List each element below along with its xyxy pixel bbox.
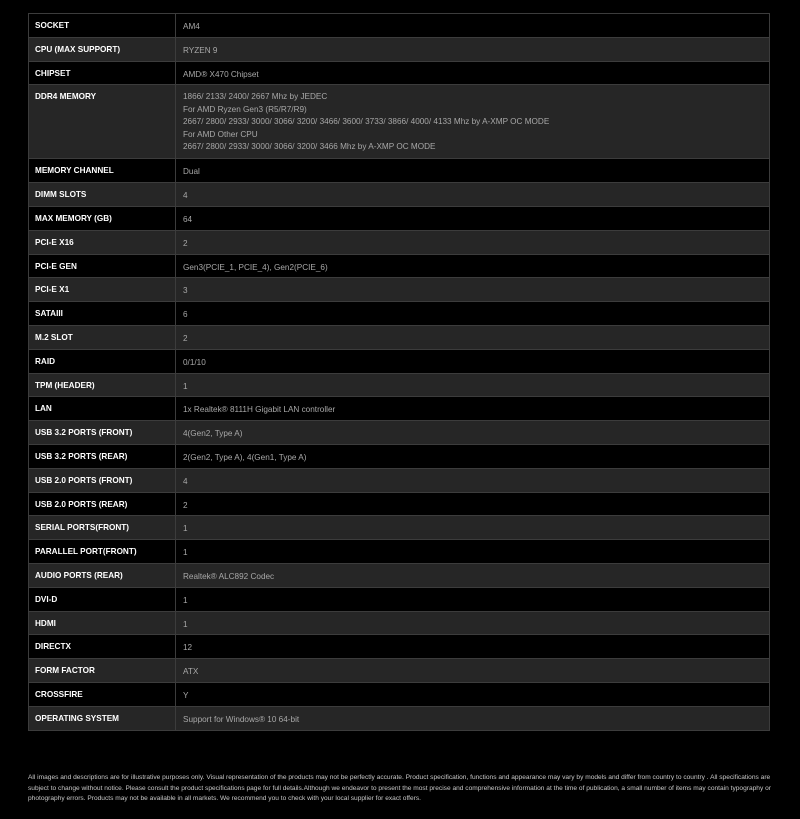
spec-label: DIMM SLOTS <box>29 183 176 206</box>
spec-value-line: Realtek® ALC892 Codec <box>183 571 275 581</box>
spec-value-line: 1 <box>183 595 188 605</box>
spec-label: DDR4 MEMORY <box>29 85 176 158</box>
spec-label: FORM FACTOR <box>29 659 176 682</box>
spec-label: CHIPSET <box>29 62 176 85</box>
disclaimer-text: All images and descriptions are for illustrative purposes only. Visual representation of the products may not be perfectly accurate. Product specification, functions and appearance may vary by models and differ from country to country . All specifications are subject to change without notice. Please consult the product specifications page for full details.Although we endeavor to present the most precise and comprehensive information at the time of publication, a small number of items may contain typography or photography errors. Products may not be available in all markets. We recommend you to check with your local supplier for exact offers. <box>28 774 771 802</box>
spec-label: SERIAL PORTS(FRONT) <box>29 516 176 539</box>
spec-value <box>176 469 769 492</box>
spec-value <box>176 62 769 85</box>
spec-row <box>28 445 770 469</box>
spec-value <box>176 516 769 539</box>
spec-row <box>28 588 770 612</box>
spec-value <box>176 635 769 658</box>
spec-value-line: 2667/ 2800/ 2933/ 3000/ 3066/ 3200/ 3466/ 3600/ 3733/ 3866/ 4000/ 4133 Mhz by A-XMP OC MODE <box>183 117 550 127</box>
spec-value-line: 1x Realtek® 8111H Gigabit LAN controller <box>183 405 336 415</box>
spec-value <box>176 302 769 325</box>
spec-value-line: 2667/ 2800/ 2933/ 3000/ 3066/ 3200/ 3466 Mhz by A-XMP OC MODE <box>183 142 436 152</box>
spec-value <box>176 421 769 444</box>
spec-value <box>176 231 769 254</box>
spec-row <box>28 350 770 374</box>
spec-value-line: 1866/ 2133/ 2400/ 2667 Mhz by JEDEC <box>183 92 328 102</box>
spec-value <box>176 326 769 349</box>
spec-value-line: 1 <box>183 548 188 558</box>
spec-row <box>28 612 770 636</box>
spec-label: M.2 SLOT <box>29 326 176 349</box>
spec-label: SOCKET <box>29 14 176 37</box>
spec-row <box>28 683 770 707</box>
spec-label: TPM (HEADER) <box>29 374 176 397</box>
spec-row <box>28 540 770 564</box>
spec-value-line: ATX <box>183 667 199 677</box>
spec-label: LAN <box>29 397 176 420</box>
spec-row <box>28 85 770 159</box>
spec-label: AUDIO PORTS (REAR) <box>29 564 176 587</box>
spec-value-line: Y <box>183 690 189 700</box>
spec-value-line: Dual <box>183 167 200 177</box>
spec-value-line: 2 <box>183 238 188 248</box>
spec-value <box>176 350 769 373</box>
spec-value-line: 4 <box>183 191 188 201</box>
spec-row <box>28 326 770 350</box>
spec-value <box>176 278 769 301</box>
spec-label: PCI-E X16 <box>29 231 176 254</box>
spec-row <box>28 659 770 683</box>
spec-label: SATAIII <box>29 302 176 325</box>
spec-row <box>28 421 770 445</box>
spec-label: HDMI <box>29 612 176 635</box>
spec-label: DIRECTX <box>29 635 176 658</box>
spec-value <box>176 612 769 635</box>
spec-row <box>28 255 770 279</box>
spec-label: USB 2.0 PORTS (FRONT) <box>29 469 176 492</box>
spec-value <box>176 14 769 37</box>
spec-value-line: 4 <box>183 476 188 486</box>
spec-value-line: 4(Gen2, Type A) <box>183 429 243 439</box>
spec-table <box>28 13 770 731</box>
spec-value-line: 0/1/10 <box>183 357 206 367</box>
spec-label: USB 3.2 PORTS (REAR) <box>29 445 176 468</box>
spec-label: MEMORY CHANNEL <box>29 159 176 182</box>
spec-value <box>176 659 769 682</box>
spec-row <box>28 38 770 62</box>
spec-value <box>176 38 769 61</box>
spec-row <box>28 374 770 398</box>
spec-label: CPU (MAX SUPPORT) <box>29 38 176 61</box>
spec-value-line: 1 <box>183 524 188 534</box>
spec-value-line: 1 <box>183 619 188 629</box>
spec-value <box>176 493 769 516</box>
spec-value-line: 12 <box>183 643 193 653</box>
spec-value <box>176 564 769 587</box>
spec-value-line: 64 <box>183 214 193 224</box>
spec-row <box>28 302 770 326</box>
spec-label: PARALLEL PORT(FRONT) <box>29 540 176 563</box>
spec-value <box>176 397 769 420</box>
spec-value <box>176 445 769 468</box>
spec-row <box>28 397 770 421</box>
spec-value <box>176 707 769 730</box>
spec-row <box>28 183 770 207</box>
spec-label: USB 2.0 PORTS (REAR) <box>29 493 176 516</box>
spec-value <box>176 85 769 158</box>
spec-label: DVI-D <box>29 588 176 611</box>
spec-row <box>28 469 770 493</box>
spec-value-line: 2(Gen2, Type A), 4(Gen1, Type A) <box>183 452 307 462</box>
spec-value-line: Gen3(PCIE_1, PCIE_4), Gen2(PCIE_6) <box>183 262 328 272</box>
spec-row <box>28 159 770 183</box>
spec-label: PCI-E X1 <box>29 278 176 301</box>
spec-value-line: 2 <box>183 333 188 343</box>
spec-label: OPERATING SYSTEM <box>29 707 176 730</box>
spec-value <box>176 374 769 397</box>
spec-value-line: AMD® X470 Chipset <box>183 69 259 79</box>
spec-row <box>28 516 770 540</box>
spec-value <box>176 159 769 182</box>
spec-value-line: 2 <box>183 500 188 510</box>
spec-value <box>176 183 769 206</box>
spec-value-line: For AMD Ryzen Gen3 (R5/R7/R9) <box>183 104 307 114</box>
spec-value <box>176 255 769 278</box>
spec-label: CROSSFIRE <box>29 683 176 706</box>
spec-value-line: Support for Windows® 10 64-bit <box>183 714 300 724</box>
spec-value <box>176 540 769 563</box>
spec-value-line: 1 <box>183 381 188 391</box>
spec-row <box>28 62 770 86</box>
spec-value-line: RYZEN 9 <box>183 45 218 55</box>
spec-row <box>28 493 770 517</box>
spec-row <box>28 231 770 255</box>
spec-value-line: 6 <box>183 310 188 320</box>
spec-row <box>28 564 770 588</box>
spec-row <box>28 635 770 659</box>
spec-label: USB 3.2 PORTS (FRONT) <box>29 421 176 444</box>
spec-value-line: AM4 <box>183 22 200 31</box>
spec-value <box>176 207 769 230</box>
spec-value-line: 3 <box>183 286 188 296</box>
spec-row <box>28 14 770 38</box>
spec-value <box>176 683 769 706</box>
spec-value <box>176 588 769 611</box>
spec-row <box>28 207 770 231</box>
spec-label: PCI-E GEN <box>29 255 176 278</box>
spec-label: RAID <box>29 350 176 373</box>
spec-row <box>28 707 770 731</box>
spec-label: MAX MEMORY (GB) <box>29 207 176 230</box>
spec-value-line: For AMD Other CPU <box>183 129 258 139</box>
spec-row <box>28 278 770 302</box>
